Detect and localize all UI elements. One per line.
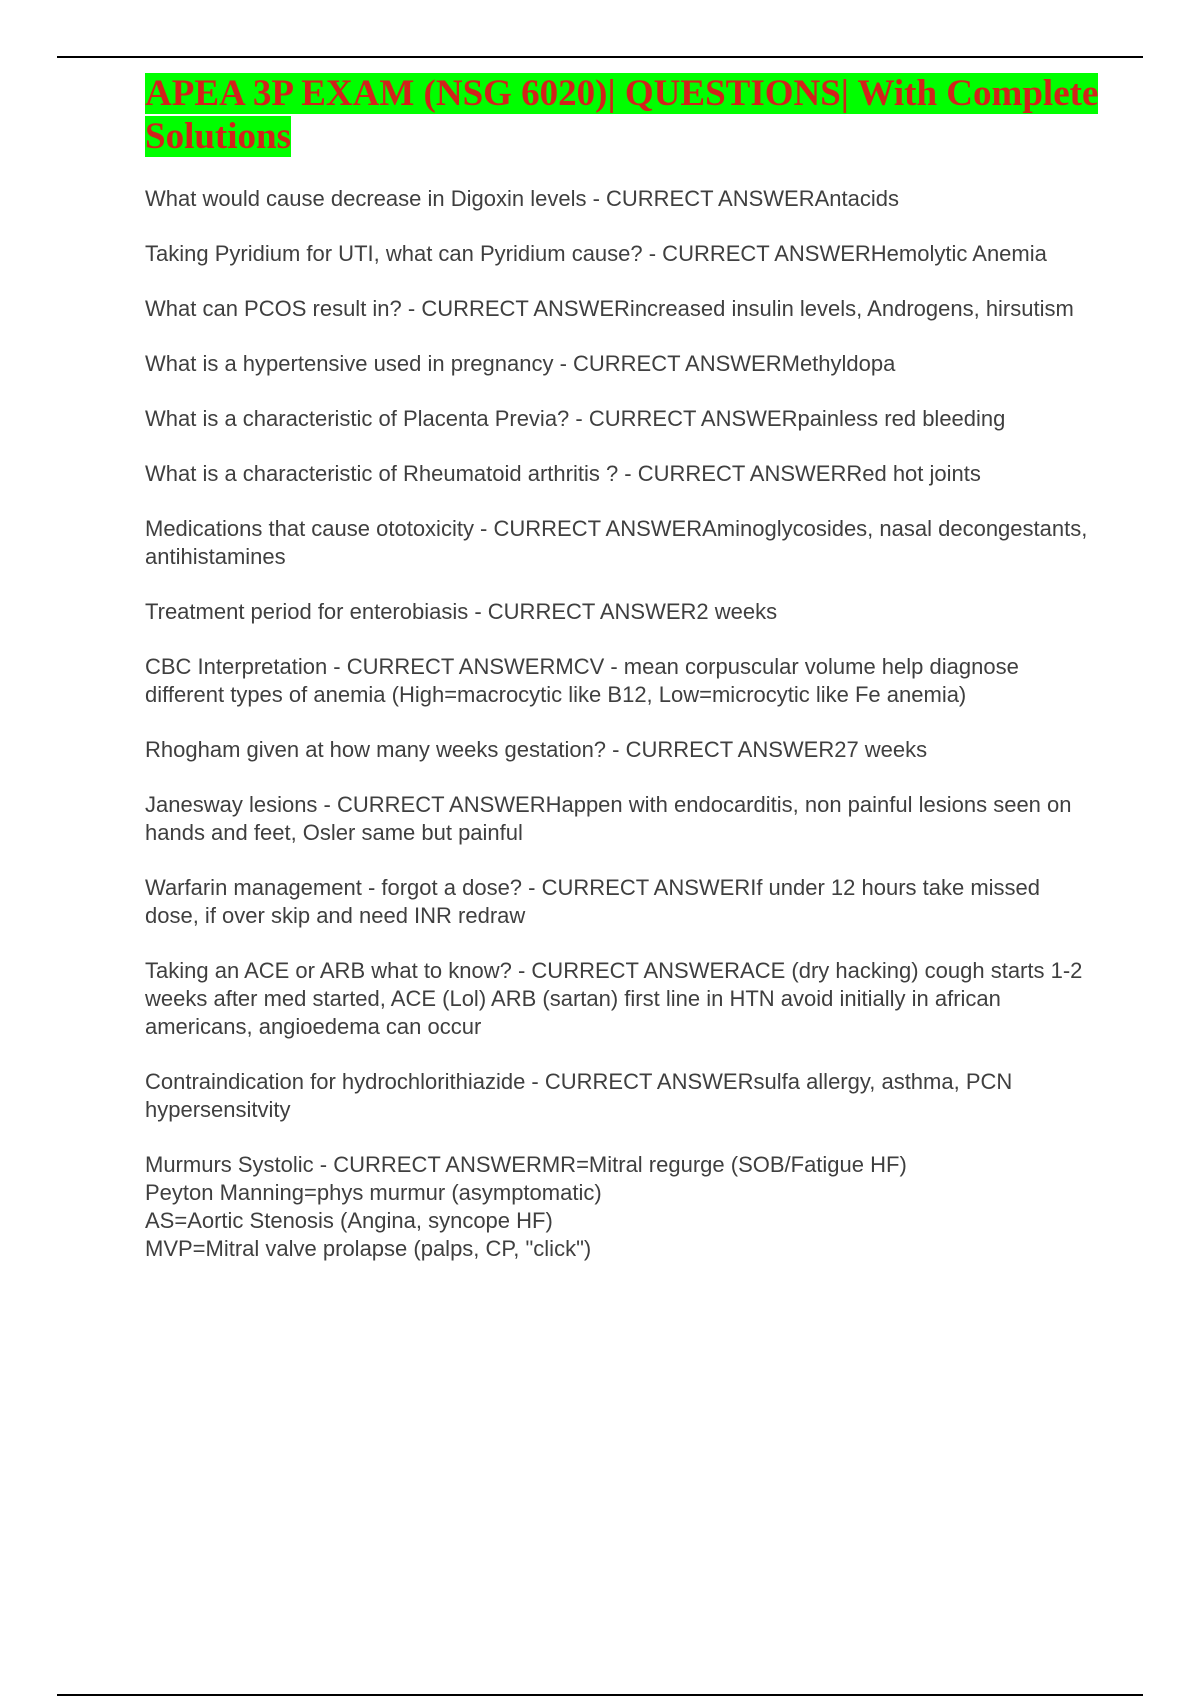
qa-item: Taking Pyridium for UTI, what can Pyridium cause? - CURRECT ANSWERHemolytic Anemia bbox=[145, 241, 1047, 266]
qa-item: Janesway lesions - CURRECT ANSWERHappen with endocarditis, non painful lesions seen on hands and feet, Osler same but painful bbox=[145, 792, 1072, 845]
qa-item: What is a characteristic of Placenta Previa? - CURRECT ANSWERpainless red bleeding bbox=[145, 406, 1006, 431]
qa-item: Warfarin management - forgot a dose? - CURRECT ANSWERIf under 12 hours take missed dose, if over skip and need INR redraw bbox=[145, 875, 1041, 928]
bottom-divider bbox=[57, 1694, 1143, 1696]
top-divider bbox=[57, 56, 1143, 58]
page-title-text: APEA 3P EXAM (NSG 6020)| QUESTIONS| With Complete Solutions bbox=[145, 73, 1099, 157]
qa-item: What is a characteristic of Rheumatoid arthritis ? - CURRECT ANSWERRed hot joints bbox=[145, 461, 981, 486]
qa-item: What is a hypertensive used in pregnancy - CURRECT ANSWERMethyldopa bbox=[145, 351, 896, 376]
qa-item: Taking an ACE or ARB what to know? - CURRECT ANSWERACE (dry hacking) cough starts 1-2 weeks after med started, ACE (Lol) ARB (sartan) first line in HTN avoid initially in african americans, angioedema can occur bbox=[145, 958, 1083, 1039]
page-title bbox=[145, 72, 1105, 158]
qa-item: Treatment period for enterobiasis - CURRECT ANSWER2 weeks bbox=[145, 599, 778, 624]
qa-list bbox=[145, 185, 1095, 1290]
qa-item: What would cause decrease in Digoxin levels - CURRECT ANSWERAntacids bbox=[145, 186, 899, 211]
qa-item: Contraindication for hydrochlorithiazide - CURRECT ANSWERsulfa allergy, asthma, PCN hypersensitvity bbox=[145, 1069, 1013, 1122]
qa-item: What can PCOS result in? - CURRECT ANSWERincreased insulin levels, Androgens, hirsutism bbox=[145, 296, 1074, 321]
qa-item: Murmurs Systolic - CURRECT ANSWERMR=Mitral regurge (SOB/Fatigue HF) Peyton Manning=phys murmur (asymptomatic) AS=Aortic Stenosis (Angina, syncope HF) MVP=Mitral valve prolapse (palps, CP, "click") bbox=[145, 1152, 907, 1261]
qa-item: CBC Interpretation - CURRECT ANSWERMCV - mean corpuscular volume help diagnose different types of anemia (High=macrocytic like B12, Low=microcytic like Fe anemia) bbox=[145, 654, 1019, 707]
qa-item: Medications that cause ototoxicity - CURRECT ANSWERAminoglycosides, nasal decongestants, antihistamines bbox=[145, 516, 1088, 569]
qa-item: Rhogham given at how many weeks gestation? - CURRECT ANSWER27 weeks bbox=[145, 737, 928, 762]
